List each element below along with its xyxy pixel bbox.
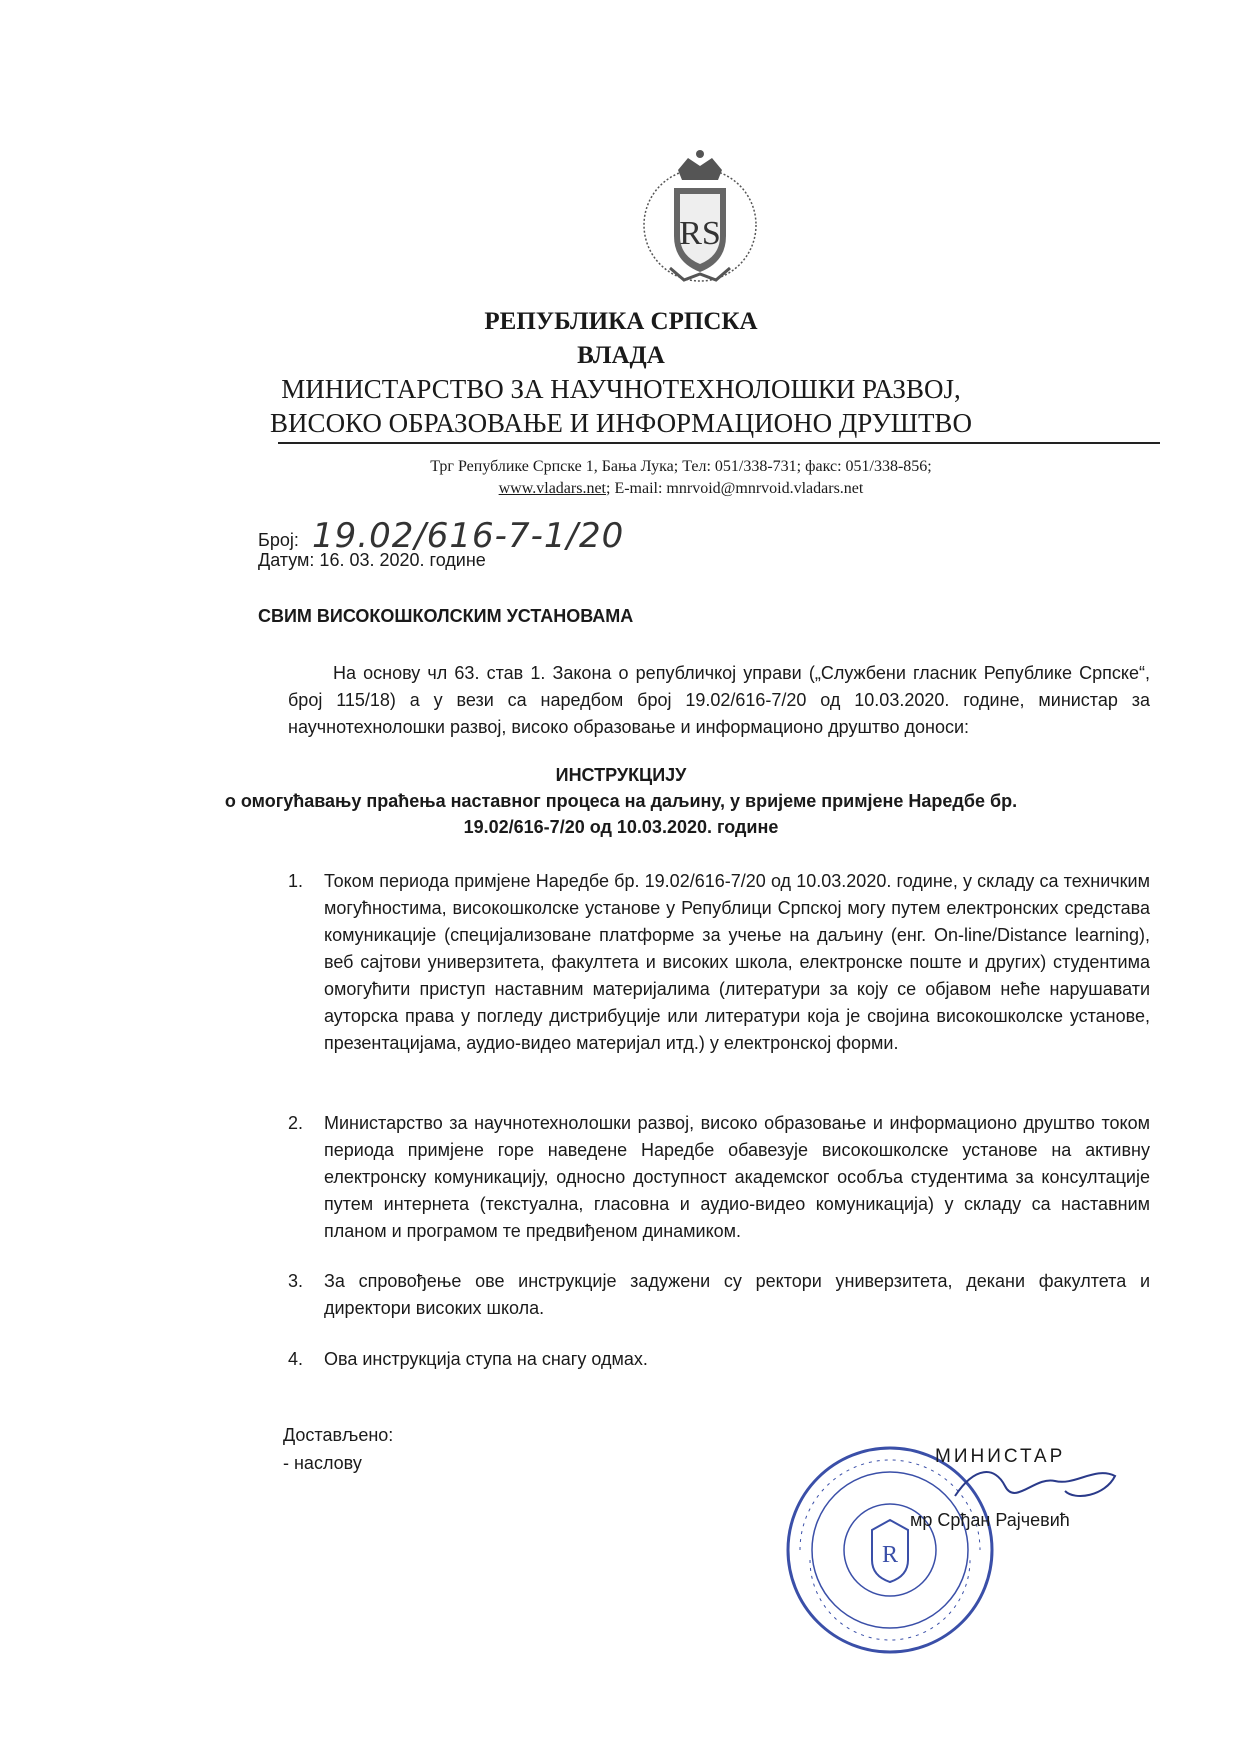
svg-text:R: R <box>881 1542 899 1568</box>
intro-paragraph: На основу чл 63. став 1. Закона о републичкој управи („Службени гласник Републике Српске“, број 115/18) а у вези са наредбом број 19.02/616-7/20 од 10.03.2020. године, министар за научнотехнолошки развој, високо образовање и информационо друштво доноси: <box>288 663 1150 737</box>
republic-heading: РЕПУБЛИКА СРПСКА <box>484 308 758 335</box>
header-divider <box>278 442 1160 444</box>
ministry-heading-line2: ВИСОКО ОБРАЗОВАЊЕ И ИНФОРМАЦИОНО ДРУШТВО <box>270 408 972 438</box>
list-item-number: 2. <box>288 1113 304 1133</box>
list-item-number: 3. <box>288 1271 304 1291</box>
government-heading: ВЛАДА <box>577 342 665 369</box>
website-link[interactable]: www.vladars.net <box>498 480 606 497</box>
list-item-text: За спровођење ове инструкције задужени су ректори универзитета, декани факултета и директори високих школа. <box>324 1271 1150 1318</box>
list-item <box>288 868 1150 1057</box>
ministry-heading-line1: МИНИСТАРСТВО ЗА НАУЧНОТЕХНОЛОШКИ РАЗВОЈ, <box>281 374 961 404</box>
instruction-subtitle-line2: 19.02/616-7/20 од 10.03.2020. године <box>463 817 779 837</box>
addressee-heading: СВИМ ВИСОКОШКОЛСКИМ УСТАНОВАМА <box>258 606 634 626</box>
email-text: ; E-mail: mnrvoid@mnrvoid.vladars.net <box>606 480 864 497</box>
svg-text:RS: RS <box>679 215 721 252</box>
instruction-subtitle-line1: о омогућавању праћења наставног процеса на даљину, у вријеме примјене Наредбе бр. <box>224 791 1018 811</box>
list-item <box>288 1110 1150 1245</box>
number-label: Број: <box>258 530 299 550</box>
list-item-number: 4. <box>288 1349 304 1369</box>
minister-name: мр Срђан Рајчевић <box>910 1510 1070 1530</box>
list-item-text: Министарство за научнотехнолошки развој, високо образовање и информационо друштво током периода примјене горе наведене Наредбе обавезује високошколске установе на активну електронску комуникацију, односно доступност академског особља студентима за консултације путем интернета (текстуална, гласовна и аудио-видео комуникација) у складу са наставним планом и програмом те предвиђеном динамиком. <box>324 1113 1150 1241</box>
list-item-number: 1. <box>288 871 304 891</box>
address-line: Трг Републике Српске 1, Бања Лука; Тел: 051/338-731; факс: 051/338-856; <box>430 458 932 475</box>
instruction-title: ИНСТРУКЦИЈУ <box>555 765 687 785</box>
coat-of-arms-icon <box>640 140 760 290</box>
delivered-to: - наслову <box>283 1453 362 1473</box>
date-line: Датум: 16. 03. 2020. године <box>258 550 486 570</box>
list-item-text: Током периода примјене Наредбе бр. 19.02/616-7/20 од 10.03.2020. године, у складу са техничким могућностима, високошколске установе у Републици Српској могу путем електронских средстава комуникације (специјализоване платформе за учење на даљину (енг. On-line/Distance learning), веб сајтови универзитета, факултета и високих школа, електронске поште и других) студентима омогућити приступ наставним материјалима (литератури за коју се објавом неће нарушавати ауторска права у погледу дистрибуције или литератури која је својина високошколске установе, презентацијама, аудио-видео материјал итд.) у електронској форми. <box>324 871 1150 1053</box>
list-item-text: Ова инструкција ступа на снагу одмах. <box>324 1349 648 1369</box>
contact-line <box>0 480 1242 498</box>
handwritten-signature-icon <box>945 1456 1125 1511</box>
delivered-label: Достављено: <box>283 1425 394 1445</box>
handwritten-number: 19.02/616-7-1/20 <box>312 516 625 556</box>
minister-title: МИНИСТАР <box>935 1446 1066 1467</box>
list-item <box>288 1268 1150 1322</box>
list-item <box>288 1346 1150 1373</box>
